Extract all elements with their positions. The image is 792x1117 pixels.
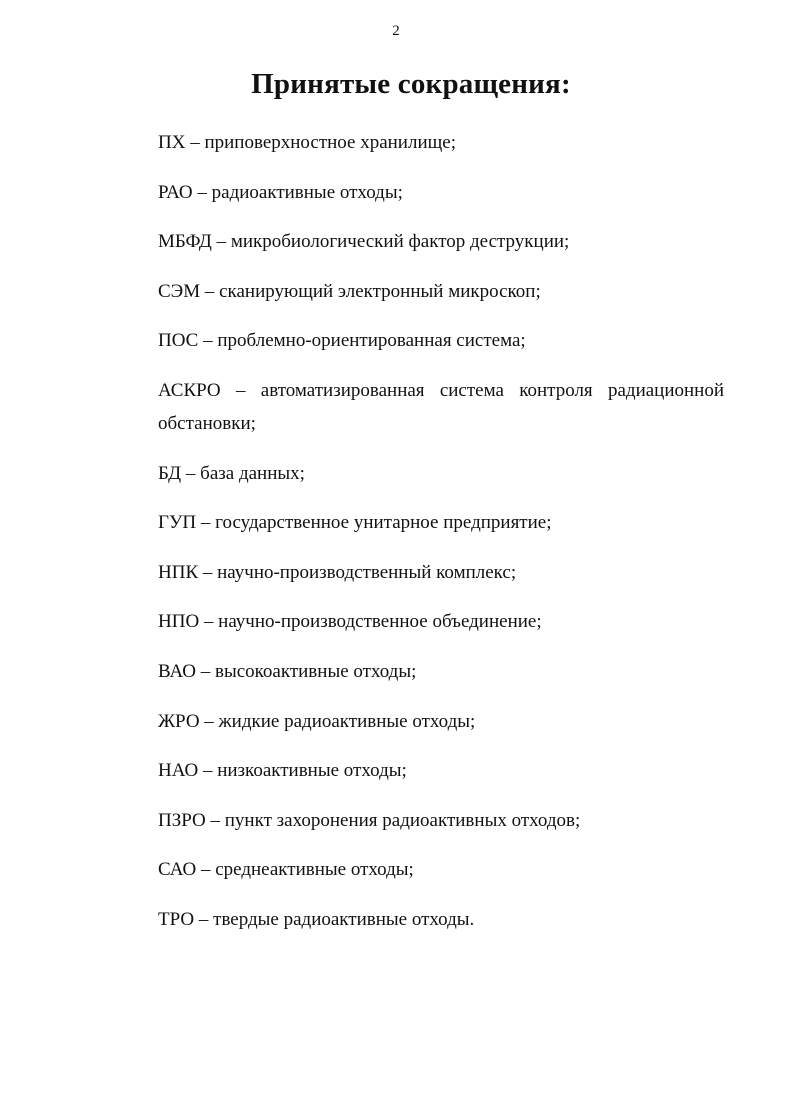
abbreviation-definition: база данных; xyxy=(200,462,305,484)
abbreviation-definition: проблемно-ориентированная система; xyxy=(217,330,526,352)
abbreviation-item xyxy=(158,225,724,258)
abbreviation-dash: – xyxy=(185,462,196,484)
abbreviation-dash: – xyxy=(235,379,246,401)
abbreviation-dash: – xyxy=(204,710,214,732)
abbreviation-term: ПОС xyxy=(158,330,199,352)
abbreviation-dash: – xyxy=(210,809,221,831)
abbreviation-term: РАО xyxy=(158,181,193,203)
abbreviation-list xyxy=(158,126,724,953)
abbreviation-term: САО xyxy=(158,859,197,881)
abbreviation-item xyxy=(158,176,724,209)
abbreviation-dash: – xyxy=(190,132,200,153)
abbreviation-item xyxy=(158,324,724,357)
abbreviation-term: ТРО xyxy=(158,908,195,930)
abbreviation-definition: твердые радиоактивные отходы. xyxy=(213,908,475,930)
abbreviation-item xyxy=(158,705,724,738)
abbreviation-definition: пункт захоронения радиоактивных отходов; xyxy=(224,809,581,831)
abbreviation-term: ПХ xyxy=(158,132,186,153)
abbreviation-item xyxy=(158,804,724,837)
abbreviation-term: ГУП xyxy=(158,512,197,534)
abbreviation-dash: – xyxy=(202,561,213,583)
abbreviation-item xyxy=(158,374,724,440)
abbreviation-term: СЭМ xyxy=(158,280,201,302)
abbreviation-definition: сканирующий электронный микроскоп; xyxy=(219,280,541,302)
abbreviation-term: НАО xyxy=(158,760,199,782)
abbreviation-item xyxy=(158,457,724,490)
abbreviation-item xyxy=(158,655,724,688)
page-title: Принятые сокращения: xyxy=(251,68,571,100)
abbreviation-definition: приповерхностное хранилище; xyxy=(204,132,456,153)
abbreviation-item xyxy=(158,903,724,936)
abbreviation-dash: – xyxy=(198,908,209,930)
abbreviation-term: НПК xyxy=(158,561,199,583)
abbreviation-term: ЖРО xyxy=(158,710,200,732)
abbreviation-dash: – xyxy=(200,859,211,881)
abbreviation-term: БД xyxy=(158,462,182,484)
page-number: 2 xyxy=(392,23,400,39)
abbreviation-item xyxy=(158,126,724,159)
abbreviation-dash: – xyxy=(197,181,207,203)
abbreviation-dash: – xyxy=(202,760,213,782)
abbreviation-item xyxy=(158,556,724,589)
abbreviation-definition: жидкие радиоактивные отходы; xyxy=(218,710,476,732)
abbreviation-definition: высокоактивные отходы; xyxy=(214,660,417,682)
abbreviation-definition: среднеактивные отходы; xyxy=(215,859,414,881)
abbreviation-definition: низкоактивные отходы; xyxy=(217,760,407,782)
abbreviation-definition: автоматизированная система контроля радиационной обстановки; xyxy=(158,379,725,434)
abbreviation-dash: – xyxy=(203,330,213,352)
abbreviation-item xyxy=(158,754,724,787)
abbreviation-term: МБФД xyxy=(158,231,212,253)
abbreviation-item xyxy=(158,853,724,886)
abbreviation-definition: научно-производственное объединение; xyxy=(218,611,542,633)
abbreviation-dash: – xyxy=(200,660,211,682)
abbreviation-definition: радиоактивные отходы; xyxy=(211,181,403,203)
abbreviation-term: ВАО xyxy=(158,660,196,682)
abbreviation-item xyxy=(158,506,724,539)
abbreviation-dash: – xyxy=(203,611,214,633)
abbreviation-term: АСКРО xyxy=(158,379,221,401)
abbreviation-definition: научно-производственный комплекс; xyxy=(217,561,517,583)
abbreviation-term: НПО xyxy=(158,611,200,633)
abbreviation-item xyxy=(158,605,724,638)
abbreviation-dash: – xyxy=(216,231,227,253)
abbreviation-item xyxy=(158,275,724,308)
abbreviation-dash: – xyxy=(200,512,211,534)
abbreviation-dash: – xyxy=(204,280,215,302)
abbreviation-definition: государственное унитарное предприятие; xyxy=(215,512,552,534)
abbreviation-definition: микробиологический фактор деструкции; xyxy=(230,231,570,253)
abbreviation-term: ПЗРО xyxy=(158,809,206,831)
